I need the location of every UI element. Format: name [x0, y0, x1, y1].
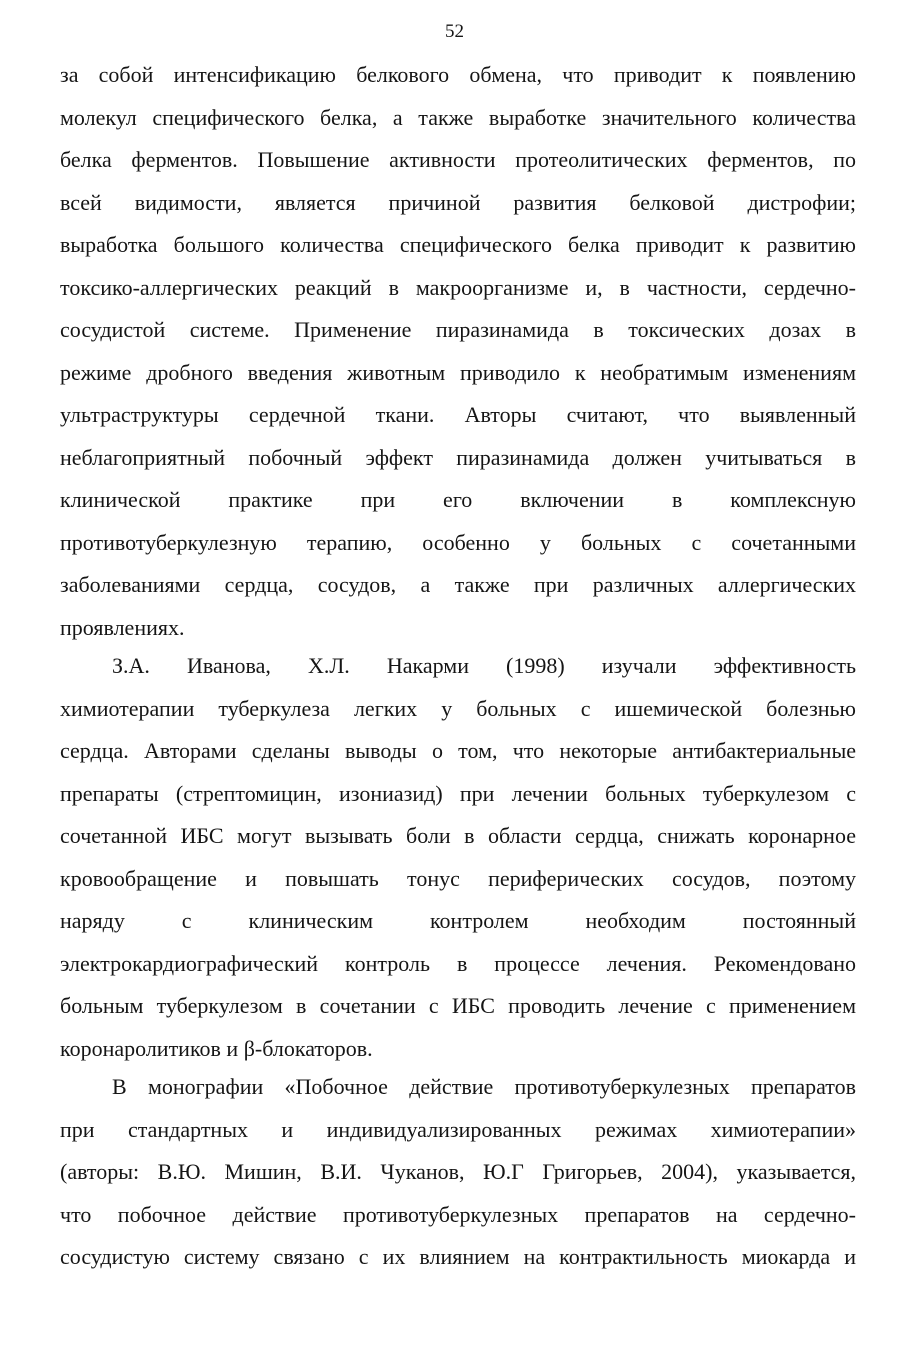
text-line: наряду с клиническим контролем необходим постоянный: [60, 908, 856, 933]
text-line: сосудистой системе. Применение пиразинамида в токсических дозах в: [60, 317, 856, 342]
text-line: З.А. Иванова, Х.Л. Накарми (1998) изучали эффективность: [112, 653, 856, 678]
page-number: 52: [445, 21, 464, 42]
text-line: всей видимости, является причиной развития белковой дистрофии;: [60, 189, 856, 215]
text-line: что побочное действие противотуберкулезных препаратов на сердечно-: [60, 1201, 856, 1227]
text-line: препараты (стрептомицин, изониазид) при лечении больных туберкулезом с: [60, 780, 856, 806]
paragraph-1: [60, 54, 856, 649]
paragraph-3: [60, 1066, 856, 1279]
text-line: при стандартных и индивидуализированных режимах химиотерапии»: [60, 1116, 856, 1142]
text-line: неблагоприятный побочный эффект пиразинамида должен учитываться в: [60, 444, 856, 470]
text-line: кровообращение и повышать тонус периферических сосудов, поэтому: [60, 865, 856, 891]
text-line: белка ферментов. Повышение активности протеолитических ферментов, по: [60, 147, 856, 172]
text-line: сосудистую систему связано с их влиянием на контрактильность миокарда и: [60, 1244, 856, 1269]
text-line: за собой интенсификацию белкового обмена, что приводит к появлению: [60, 62, 856, 87]
text-line: сердца. Авторами сделаны выводы о том, что некоторые антибактериальные: [60, 738, 856, 763]
text-line: выработка большого количества специфического белка приводит к развитию: [60, 232, 856, 257]
text-line: ультраструктуры сердечной ткани. Авторы считают, что выявленный: [60, 402, 856, 427]
text-line: электрокардиографический контроль в процессе лечения. Рекомендовано: [60, 950, 856, 976]
text-line: химиотерапии туберкулеза легких у больных с ишемической болезнью: [60, 695, 856, 721]
text-line: проявлениях.: [60, 614, 185, 640]
text-line: противотуберкулезную терапию, особенно у больных с сочетанными: [60, 529, 856, 555]
paragraph-2: [60, 645, 856, 1070]
text-line: сочетанной ИБС могут вызывать боли в области сердца, снижать коронарное: [60, 823, 856, 848]
text-line: больным туберкулезом в сочетании с ИБС проводить лечение с применением: [60, 993, 856, 1018]
text-line: коронаролитиков и β-блокаторов.: [60, 1035, 373, 1061]
text-line: режиме дробного введения животным приводило к необратимым изменениям: [60, 359, 856, 385]
text-line: молекул специфического белка, а также выработке значительного количества: [60, 104, 856, 130]
text-line: (авторы: В.Ю. Мишин, В.И. Чуканов, Ю.Г Григорьев, 2004), указывается,: [60, 1159, 856, 1184]
text-line: клинической практике при его включении в комплексную: [60, 487, 856, 512]
text-line: В монографии «Побочное действие противотуберкулезных препаратов: [112, 1074, 856, 1099]
text-line: заболеваниями сердца, сосудов, а также при различных аллергических: [60, 572, 856, 597]
text-line: токсико-аллергических реакций в макроорганизме и, в частности, сердечно-: [60, 274, 856, 300]
